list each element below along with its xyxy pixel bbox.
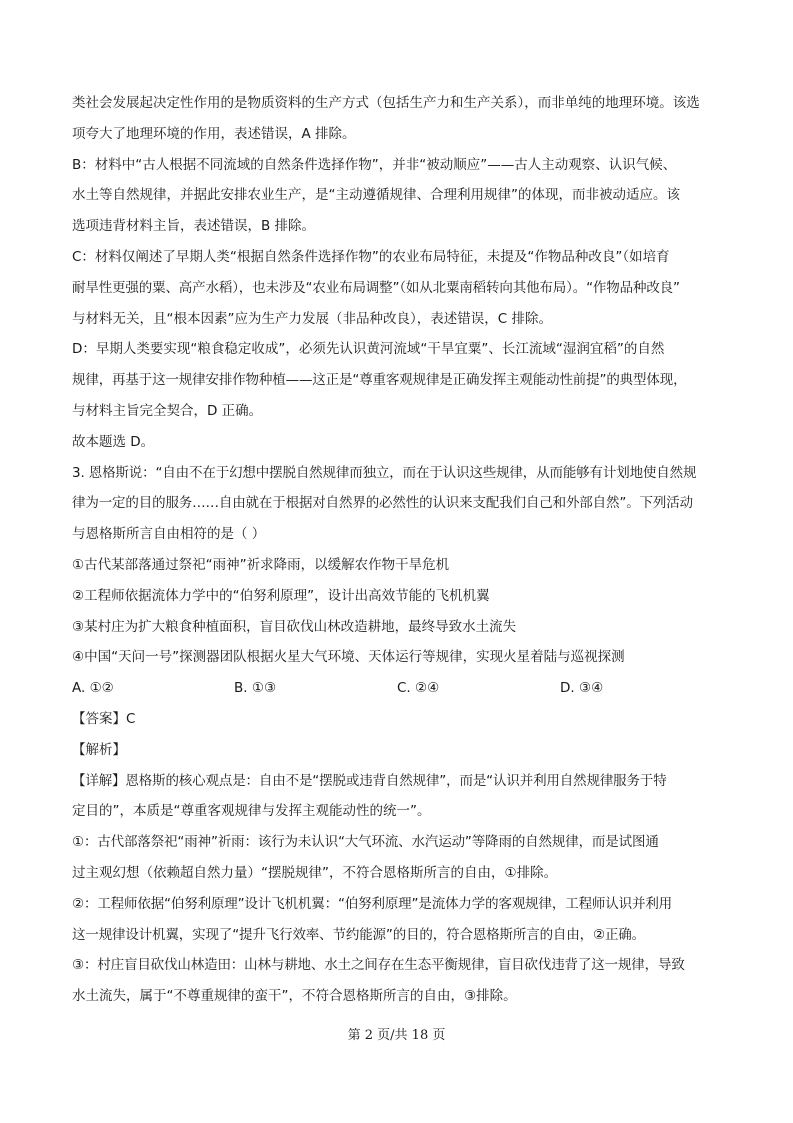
detail-line: ②：工程师依据“伯努利原理”设计飞机机翼：“伯努利原理”是流体力学的客观规律，工程师认识并利用 <box>72 895 673 912</box>
detail-line: 过主观幻想（依赖超自然力量）“摆脱规律”，不符合恩格斯所言的自由，①排除。 <box>72 864 558 881</box>
answer-label: 【答案】C <box>72 710 136 727</box>
detail-line: 【详解】恩格斯的核心观点是：自由不是“摆脱或违背自然规律”，而是“认识并利用自然规律服务于特 <box>72 772 667 789</box>
text-line: 规律，再基于这一规律安排作物种植——这正是“尊重客观规律是正确发挥主观能动性前提”的典型体现， <box>72 372 687 389</box>
page-number-footer: 第 2 页/共 18 页 <box>347 1028 446 1043</box>
text-line: B：材料中“古人根据不同流域的自然条件选择作物”，并非“被动顺应”——古人主动观察、认识气候、 <box>72 156 677 173</box>
text-line: C：材料仅阐述了早期人类“根据自然条件选择作物”的农业布局特征，未提及“作物品种改良”（如培育 <box>72 248 670 265</box>
text-line: 选项违背材料主旨，表述错误，B 排除。 <box>72 218 316 235</box>
document-body <box>72 88 722 1012</box>
text-line: 项夸大了地理环境的作用，表述错误，A 排除。 <box>72 125 356 142</box>
detail-line: ①：古代部落祭祀“雨神”祈雨：该行为未认识“大气环流、水汽运动”等降雨的自然规律，而是试图通 <box>72 834 659 851</box>
detail-line: 这一规律设计机翼，实现了“提升飞行效率、节约能源”的目的，符合恩格斯所言的自由，②正确。 <box>72 926 645 943</box>
option-c: C. ②④ <box>397 680 440 697</box>
text-line: 与材料无关，且“根本因素”应为生产力发展（非品种改良），表述错误，C 排除。 <box>72 310 552 327</box>
statement-line: ②工程师依据流体力学中的“伯努利原理”，设计出高效节能的飞机机翼 <box>72 587 490 604</box>
analysis-label: 【解析】 <box>72 741 126 758</box>
option-a: A. ①② <box>72 680 114 697</box>
detail-line: 水土流失，属于“不尊重规律的蛮干”，不符合恩格斯所言的自由，③排除。 <box>72 988 517 1005</box>
text-line: D：早期人类要实现“粮食稳定收成”，必须先认识黄河流域“干旱宜粟”、长江流域“湿润宜稻”的自然 <box>72 341 665 358</box>
question-stem-line: 律为一定的目的服务……自由就在于根据对自然界的必然性的认识来支配我们自己和外部自然”。下列活动 <box>72 495 693 512</box>
question-stem-line: 3. 恩格斯说：“自由不在于幻想中摆脱自然规律而独立，而在于认识这些规律，从而能够有计划地使自然规 <box>72 464 697 481</box>
text-line: 类社会发展起决定性作用的是物质资料的生产方式（包括生产力和生产关系），而非单纯的地理环境。该选 <box>72 95 700 111</box>
answer-options <box>72 673 722 704</box>
statement-line: ③某村庄为扩大粮食种植面积，盲目砍伐山林改造耕地，最终导致水土流失 <box>72 618 517 635</box>
detail-line: ③：村庄盲目砍伐山林造田：山林与耕地、水土之间存在生态平衡规律，盲目砍伐违背了这一规律，导致 <box>72 957 685 974</box>
detail-line: 定目的”，本质是“尊重客观规律与发挥主观能动性的统一”。 <box>72 803 431 820</box>
question-stem-line: 与恩格斯所言自由相符的是（ ） <box>72 526 266 543</box>
text-line: 与材料主旨完全契合，D 正确。 <box>72 402 263 419</box>
text-line: 故本题选 D。 <box>72 433 155 450</box>
statement-line: ④中国“天问一号”探测器团队根据火星大气环境、天体运行等规律，实现火星着陆与巡视探测 <box>72 649 625 666</box>
text-line: 耐旱性更强的粟、高产水稻），也未涉及“农业布局调整”（如从北粟南稻转向其他布局）。“作物品种改良” <box>72 279 680 296</box>
option-b: B. ①③ <box>234 680 277 697</box>
option-d: D. ③④ <box>560 680 604 697</box>
statement-line: ①古代某部落通过祭祀“雨神”祈求降雨，以缓解农作物干旱危机 <box>72 556 450 573</box>
text-line: 水土等自然规律，并据此安排农业生产，是“主动遵循规律、合理利用规律”的体现，而非被动适应。该 <box>72 187 680 204</box>
